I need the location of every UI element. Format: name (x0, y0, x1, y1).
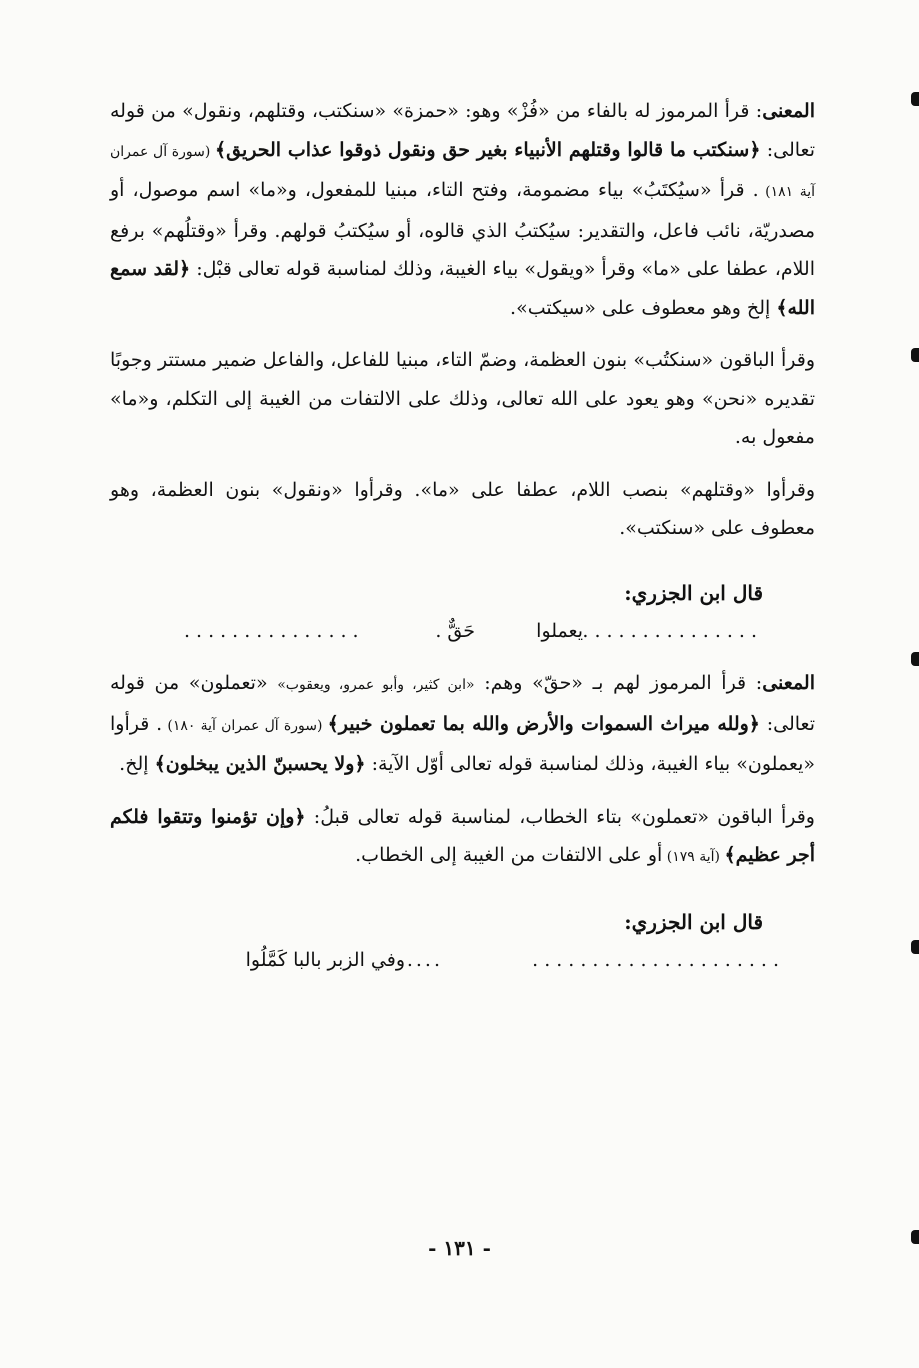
poem-verse (110, 941, 815, 979)
section-heading: قال ابن الجزري: (624, 909, 763, 934)
verse-word: حَقٌّ . (435, 620, 475, 642)
page-number: - ١٣١ - (428, 1236, 491, 1260)
paragraph-meaning-1 (110, 92, 815, 327)
page-edge-mark (911, 1230, 919, 1244)
poem-verse (110, 612, 815, 650)
paragraph-others-reading-3 (110, 798, 815, 877)
meaning-label: المعنى (762, 672, 815, 694)
quran-quote: ﴿لقد سمع الله﴾ (110, 258, 815, 319)
ellipsis: .... (406, 949, 443, 971)
verse-reference: (سورة آل عمران آية ١٨٠) (162, 717, 328, 734)
paragraph-others-reading-2 (110, 471, 815, 548)
text: وقرأ الباقون «تعملون» بتاء الخطاب، لمناسبة قوله تعالى قبلُ: (305, 805, 815, 828)
text: : قرأ المرموز لهم بـ «حقّ» وهم: (474, 672, 763, 694)
text: وقرأوا «وقتلهم» بنصب اللام، عطفا على «ما». وقرأوا «ونقول» بنون العظمة، وهو معطوف على «سنكتب». (110, 478, 815, 539)
text: «تعملون» من قوله تعالى: (110, 672, 815, 735)
page-body (110, 92, 815, 979)
text: إلخ وهو معطوف على «سيكتب». (510, 296, 777, 319)
section-heading: قال ابن الجزري: (624, 580, 763, 605)
text: أو على الالتفات من الغيبة إلى الخطاب. (355, 844, 663, 866)
text: وقرأ الباقون «سنكتُب» بنون العظمة، وضمّ التاء، مبنيا للفاعل، والفاعل ضمير مستتر وجوبًا تقديره «نحن» وهو يعود على الله تعالى، وذلك على الالتفات من الغيبة إلى التكلم، و«ما» مفعول به. (110, 349, 815, 448)
text: . قرأ «سيُكتَبُ» بياء مضمومة، وفتح التاء، مبنيا للمفعول، و«ما» اسم موصول، أو مصدريّة، نائب فاعل، والتقدير: سيُكتبُ الذي قالوه، أو سيُكتبُ قولهم. وقرأ «وقتلُهم» برفع اللام، عطفا على «ما» وقرأ «ويقول» بياء الغيبة، وذلك لمناسبة قوله تعالى قبْل: (110, 179, 816, 280)
page-edge-mark (911, 92, 919, 106)
readers-list: «ابن كثير، وأبو عمرو، ويعقوب» (277, 677, 475, 693)
page-edge-mark (911, 652, 919, 666)
text: إلخ. (119, 753, 155, 775)
ellipsis: ............... (184, 620, 365, 642)
paragraph-others-reading (110, 341, 815, 457)
ellipsis: ............... (582, 620, 763, 642)
text: : قرأ المرموز له بالفاء من «فُزْ» وهو: «حمزة» «سنكتب، وقتلهم، ونقول» من قوله تعالى: (110, 100, 815, 161)
quran-quote: ﴿وإن تؤمنوا وتتقوا فلكم أجر عظيم﴾ (110, 805, 815, 866)
text: . قرأوا «يعملون» بياء الغيبة، وذلك لمناسبة قوله تعالى أوّل الآية: (110, 712, 815, 775)
quran-quote: ﴿ولله ميراث السموات والأرض والله بما تعملون خبير﴾ (327, 712, 760, 735)
page-edge-mark (911, 348, 919, 362)
paragraph-meaning-2 (110, 664, 815, 784)
meaning-label: المعنى (762, 100, 815, 122)
verse-word: يعملوا (536, 620, 583, 642)
page-edge-mark (911, 940, 919, 954)
ellipsis: ..................... (532, 949, 785, 971)
verse-reference: (آية ١٧٩) (662, 849, 725, 865)
quran-quote: ﴿سنكتب ما قالوا وقتلهم الأنبياء بغير حق ونقول ذوقوا عذاب الحريق﴾ (214, 138, 761, 161)
verse-reference: (سورة آل عمران آية ١٨١) (110, 143, 815, 200)
verse-text: وفي الزبر بالبا كَمَّلُوا (245, 949, 405, 971)
quran-quote: ﴿ولا يحسبنّ الذين يبخلون﴾ (154, 753, 366, 775)
